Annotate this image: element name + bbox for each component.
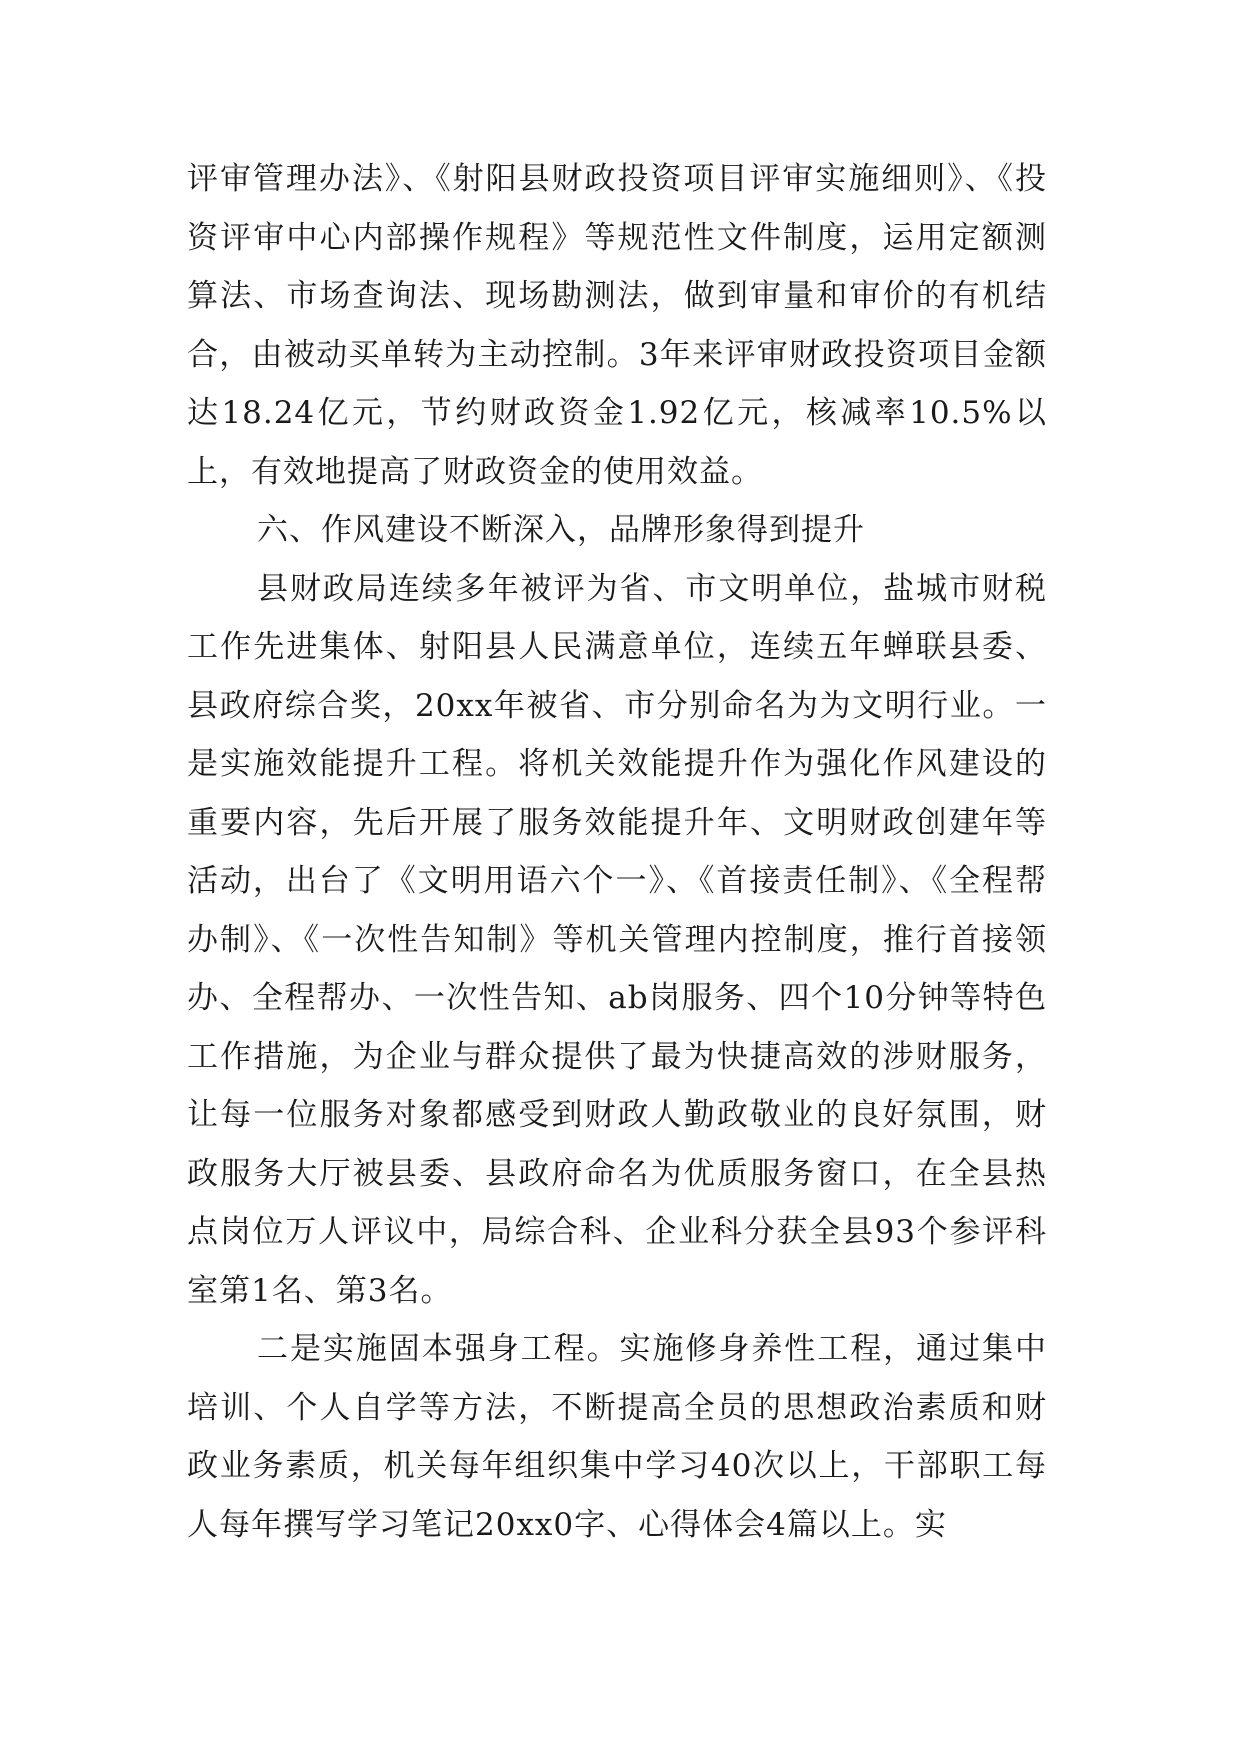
document-body xyxy=(187,150,1047,1554)
paragraph-work-style: 县财政局连续多年被评为省、市文明单位，盐城市财税工作先进集体、射阳县人民满意单位，连续五年蝉联县委、县政府综合奖，20xx年被省、市分别命名为为文明行业。一是实施效能提升工程。将机关效能提升作为强化作风建设的重要内容，先后开展了服务效能提升年、文明财政创建年等活动，出台了《文明用语六个一》、《首接责任制》、《全程帮办制》、《一次性告知制》等机关管理内控制度，推行首接领办、全程帮办、一次性告知、ab岗服务、四个10分钟等特色工作措施，为企业与群众提供了最为快捷高效的涉财服务，让每一位服务对象都感受到财政人勤政敬业的良好氛围，财政服务大厅被县委、县政府命名为优质服务窗口，在全县热点岗位万人评议中，局综合科、企业科分获全县93个参评科室第1名、第3名。 xyxy=(187,570,1047,1309)
paragraph-foundation-project: 二是实施固本强身工程。实施修身养性工程，通过集中培训、个人自学等方法，不断提高全员的思想政治素质和财政业务素质，机关每年组织集中学习40次以上，干部职工每人每年撰写学习笔记20xx0字、心得体会4篇以上。实 xyxy=(187,1331,1047,1543)
section-heading-six: 六、作风建设不断深入，品牌形象得到提升 xyxy=(257,512,865,548)
paragraph-evaluation-management: 评审管理办法》、《射阳县财政投资项目评审实施细则》、《投资评审中心内部操作规程》等规范性文件制度，运用定额测算法、市场查询法、现场勘测法，做到审量和审价的有机结合，由被动买单转为主动控制。3年来评审财政投资项目金额达18.24亿元，节约财政资金1.92亿元，核减率10.5%以上，有效地提高了财政资金的使用效益。 xyxy=(187,161,1047,490)
